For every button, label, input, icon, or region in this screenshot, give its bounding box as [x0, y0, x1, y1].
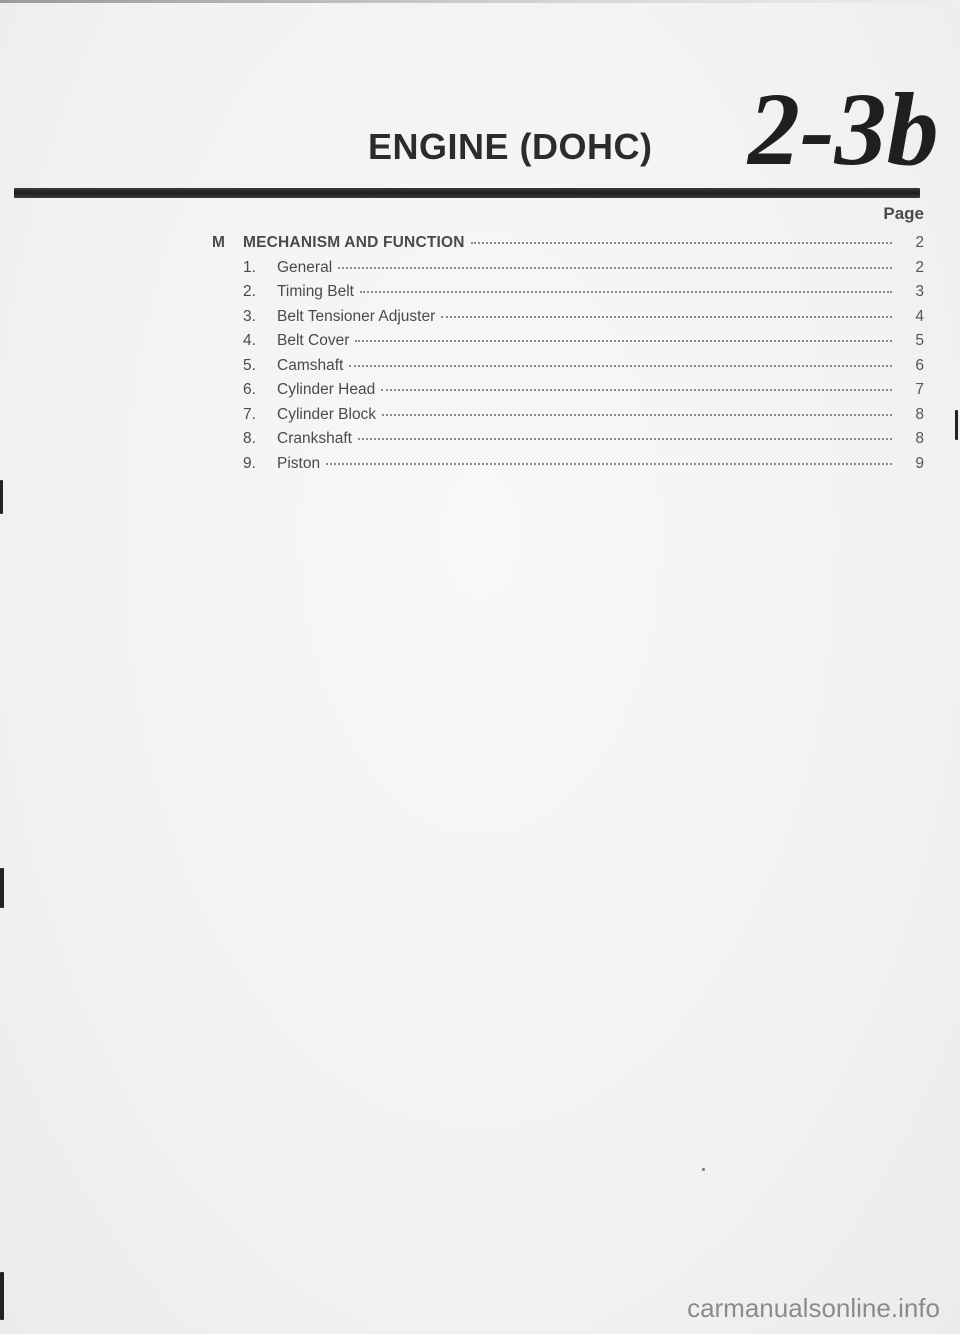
dot-leader: [381, 377, 892, 391]
toc-item-number: 3.: [243, 307, 256, 325]
toc-page-number: 4: [915, 307, 924, 325]
toc-item-number: 1.: [243, 258, 256, 276]
table-of-contents: [212, 233, 924, 478]
scan-edge-mark: [955, 410, 958, 440]
dot-leader: [360, 279, 892, 293]
dot-leader: [471, 230, 892, 244]
toc-item-number: 6.: [243, 381, 256, 398]
toc-item-number: 8.: [243, 430, 256, 447]
toc-page-number: 8: [915, 405, 924, 423]
toc-item-label: Piston: [277, 454, 321, 472]
scan-edge-mark: [0, 868, 4, 908]
title-rule: [14, 188, 920, 198]
section-marker: M: [212, 234, 225, 251]
chapter-title: ENGINE (DOHC): [368, 126, 653, 167]
toc-page-number: 7: [915, 381, 924, 398]
scan-speck: [702, 1168, 705, 1171]
toc-item-number: 5.: [243, 356, 256, 374]
scan-edge-mark: [0, 1272, 4, 1320]
toc-item-number: 4.: [243, 332, 256, 349]
toc-item-number: 9.: [243, 454, 256, 472]
dot-leader: [326, 451, 892, 465]
toc-item-number: 7.: [243, 405, 256, 423]
dot-leader: [355, 328, 892, 342]
toc-main-label: MECHANISM AND FUNCTION: [243, 234, 465, 251]
toc-page-number: 3: [915, 283, 924, 300]
toc-item-label: General: [277, 258, 333, 276]
toc-item-label: Cylinder Block: [277, 405, 377, 423]
dot-leader: [349, 353, 892, 367]
watermark: carmanualsonline.info: [687, 1293, 940, 1323]
scan-edge-mark: [0, 480, 3, 514]
toc-item-label: Crankshaft: [277, 430, 352, 447]
toc-page-number: 8: [915, 430, 924, 447]
page-column-heading: Page: [883, 204, 924, 223]
dot-leader: [382, 402, 892, 416]
toc-page-number: 2: [915, 234, 924, 251]
toc-item-label: Timing Belt: [277, 283, 354, 300]
dot-leader: [338, 255, 892, 269]
dot-leader: [358, 426, 892, 440]
toc-item-number: 2.: [243, 283, 256, 300]
toc-page-number: 5: [915, 332, 924, 349]
toc-page-number: 6: [915, 356, 924, 374]
section-number: 2-3b: [748, 72, 939, 187]
toc-item-label: Belt Tensioner Adjuster: [277, 307, 436, 325]
toc-entry-piston[interactable]: [212, 454, 924, 479]
toc-page-number: 2: [915, 258, 924, 276]
toc-page-number: 9: [915, 454, 924, 472]
scan-edge-line: [0, 0, 960, 3]
toc-item-label: Cylinder Head: [277, 381, 376, 398]
toc-item-label: Camshaft: [277, 356, 344, 374]
toc-item-label: Belt Cover: [277, 332, 350, 349]
dot-leader: [441, 304, 892, 318]
